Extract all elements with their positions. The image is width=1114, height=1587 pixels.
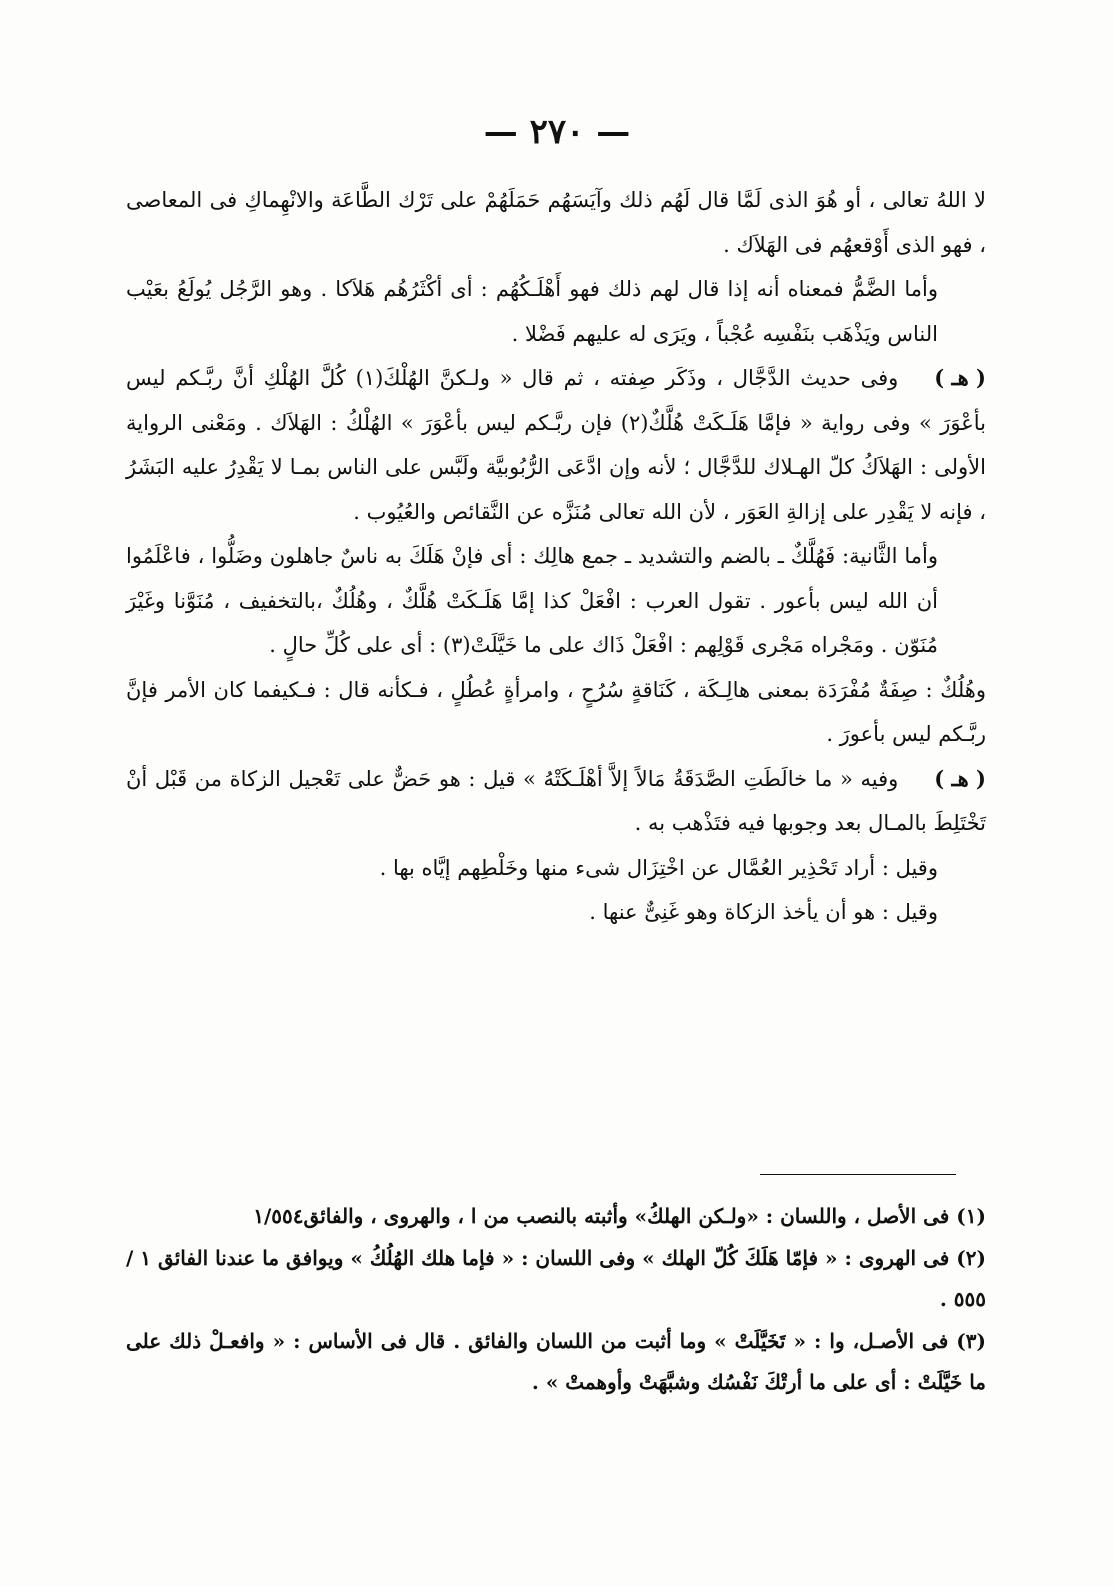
- hadith-marker: ( هـ ): [934, 365, 986, 390]
- page-number: — ٢٧٠ —: [483, 112, 631, 152]
- footnote-1: (١) فى الأصل ، واللسان : «ولـكن الهلكُ» وأثبته بالنصب من ا ، والهروى ، والفائق١/٥٥٤: [253, 1204, 986, 1228]
- paragraph-1: لا اللهُ تعالى ، أو هُوَ الذى لَمَّا قال لَهُم ذلك وآيَسَهُم حَمَلَهُمْ على تَرْك الطَّاعَة والانْهِماكِ فى المعاصى ، فهو الذى أَوْقعهُم فى الهَلاَك .: [126, 188, 986, 257]
- paragraph-5: وهُلُكٌ : صِفَةٌ مُفْرَدَة بمعنى هالِـكَة ، كَنَاقةٍ سُرُحٍ ، وامرأةٍ عُطُلٍ ، فـكأنه قال : فـكيفما كان الأمر فإنَّ ربَّـكم ليس بأعورَ .: [126, 677, 986, 746]
- paragraph-4: وأما الثَّانية: فَهُلَّكٌ ـ بالضم والتشديد ـ جمع هالِك : أى فإنْ هَلَكَ به ناسٌ جاهلون وضَلُّوا ، فاعْلَمُوا أن الله ليس بأعور . تقول العرب : افْعَلْ كذا إمَّا هَلَـكَتْ هُلَّكٌ ، وهُلُكٌ ،بالتخفيف ، مُنَوَّنا وغَيْرَ مُنَوّن . ومَجْراه مَجْرى قَوْلِهم : افْعَلْ ذَاك على ما خَيَّلَتْ(٣) : أى على كُلِّ حالٍ .: [126, 544, 938, 657]
- footnote-3: (٣) فى الأصـل، وا : « تَخَيَّلَتْ » وما أثبت من اللسان والفائق . قال فى الأساس : « وافعـلْ ذلك على ما خَيَّلَتْ : أى على ما أرتْكَ نَفْسُك وشبَّهَتْ وأوهمتْ » .: [126, 1328, 986, 1394]
- paragraph-6-text: وفيه « ما خالَطَتِ الصَّدَقَةُ مَالاً إلاَّ أهْلَـكَتْهُ » قيل : هو حَضٌّ على تَعْجيل الزكاة من قَبْل أنْ تَخْتَلِطَ بالمـال بعد وجوبها فيه فتَذْهب به .: [126, 766, 986, 835]
- footnotes: [126, 1196, 986, 1404]
- main-text: [126, 178, 986, 935]
- paragraph-3: [126, 356, 986, 534]
- paragraph-8: وقيل : هو أن يأخذ الزكاة وهو غَنِىٌّ عنها .: [589, 900, 938, 924]
- paragraph-2: وأما الضَّمُّ فمعناه أنه إذا قال لهم ذلك فهو أَهْلَـكُهُم : أى أكْثَرُهُم هَلاَكا . وهو الرَّجُل يُولَعُ بعَيْب الناس ويَذْهَب بنَفْسِه عُجْباً ، ويَرَى له عليهم فَضْلا .: [126, 277, 938, 346]
- footnote-2: (٢) فى الهروى : « فإمّا هَلَكَ كُلّ الهلك » وفى اللسان : « فإما هلك الهُلُكُ » ويوافق ما عندنا الفائق ١ / ٥٥٥ .: [126, 1245, 986, 1311]
- hadith-marker-2: ( هـ ): [934, 765, 986, 791]
- paragraph-6: [126, 757, 986, 846]
- paragraph-7: وقيل : أراد تَحْذِير العُمَّال عن اخْتِزَال شىء منها وخَلْطِهم إيَّاه بها .: [379, 855, 938, 880]
- footnote-divider: [760, 1174, 956, 1175]
- paragraph-3-text: وفى حديث الدَّجَّال ، وذَكَر صِفته ، ثم قال « ولـكنَّ الهُلْكَ(١) كُلَّ الهُلْكِ أنَّ ربَّـكم ليس بأعْوَرَ » وفى رواية « فإمَّا هَلَـكَتْ هُلَّكٌ(٢) فإن ربَّـكم ليس بأعْوَرَ » الهُلْكُ : الهَلاَك . ومَعْنى الرواية الأولى : الهَلاَكُ كلّ الهـلاك للدَّجَّال ؛ لأنه وإن ادَّعَى الرُّبُوبيَّة ولَبَّس على الناس بمـا لا يَقْدِرُ عليه البَشَرُ ، فإنه لا يَقْدِر على إزالةِ العَوَر ، لأن الله تعالى مُنَزَّه عن النَّقائص والعُيُوب .: [126, 366, 986, 524]
